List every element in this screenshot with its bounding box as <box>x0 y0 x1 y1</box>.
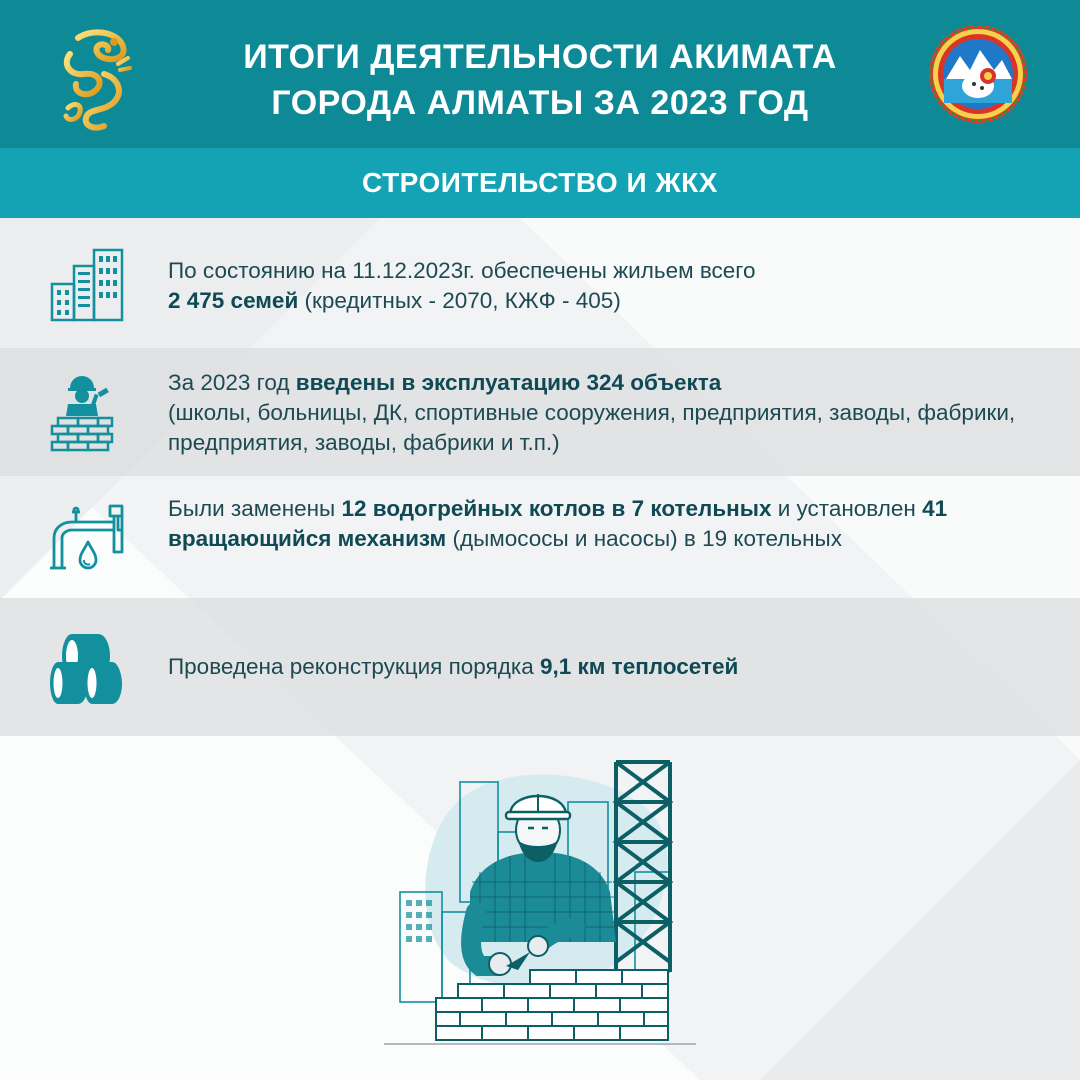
housing-families-count: 2 475 семей <box>168 288 299 313</box>
page-title-line-2: ГОРОДА АЛМАТЫ ЗА 2023 ГОД <box>271 84 809 122</box>
construction-text-details: (школы, больницы, ДК, спортивные сооружения, предприятия, заводы, фабрики, предприятия, заводы, фабрики и т.п.) <box>168 400 1016 455</box>
info-row-construction <box>0 348 1080 476</box>
section-title: СТРОИТЕЛЬСТВО И ЖКХ <box>362 167 718 198</box>
boilers-text-intro: Были заменены <box>168 496 342 521</box>
housing-text-intro: По состоянию на 11.12.2023г. обеспечены жильем всего <box>168 258 756 283</box>
builder-icon <box>48 372 128 452</box>
water-pipe-icon <box>48 498 128 578</box>
heating-network-length: 9,1 км теплосетей <box>540 654 739 679</box>
mechanisms-count: 41 вращающийся механизм <box>168 496 948 551</box>
page-title-line-1: ИТОГИ ДЕЯТЕЛЬНОСТИ АКИМАТА <box>243 38 837 76</box>
boilers-text-middle: и установлен <box>771 496 923 521</box>
info-row-heating <box>0 598 1080 736</box>
boilers-text <box>168 494 1040 554</box>
info-row-boilers <box>0 476 1080 598</box>
section-header <box>0 148 1080 218</box>
heating-text-intro: Проведена реконструкция порядка <box>168 654 540 679</box>
info-row-housing <box>0 218 1080 348</box>
construction-text <box>168 368 1040 458</box>
construction-text-intro: За 2023 год <box>168 370 296 395</box>
tiger-logo-icon <box>58 28 134 132</box>
page-title <box>150 34 930 126</box>
boilers-count: 12 водогрейных котлов в 7 котельных <box>341 496 772 521</box>
city-emblem-icon <box>928 24 1028 124</box>
housing-text-details: (кредитных - 2070, КЖФ - 405) <box>298 288 621 313</box>
pipes-icon <box>48 628 128 708</box>
boilers-text-details: (дымососы и насосы) в 19 котельных <box>446 526 842 551</box>
heating-text <box>168 652 1040 682</box>
housing-text <box>168 256 1040 316</box>
builder-illustration <box>380 752 700 1052</box>
construction-objects-count: введены в эксплуатацию 324 объекта <box>295 370 722 395</box>
buildings-icon <box>48 244 128 324</box>
header-bar <box>0 0 1080 148</box>
